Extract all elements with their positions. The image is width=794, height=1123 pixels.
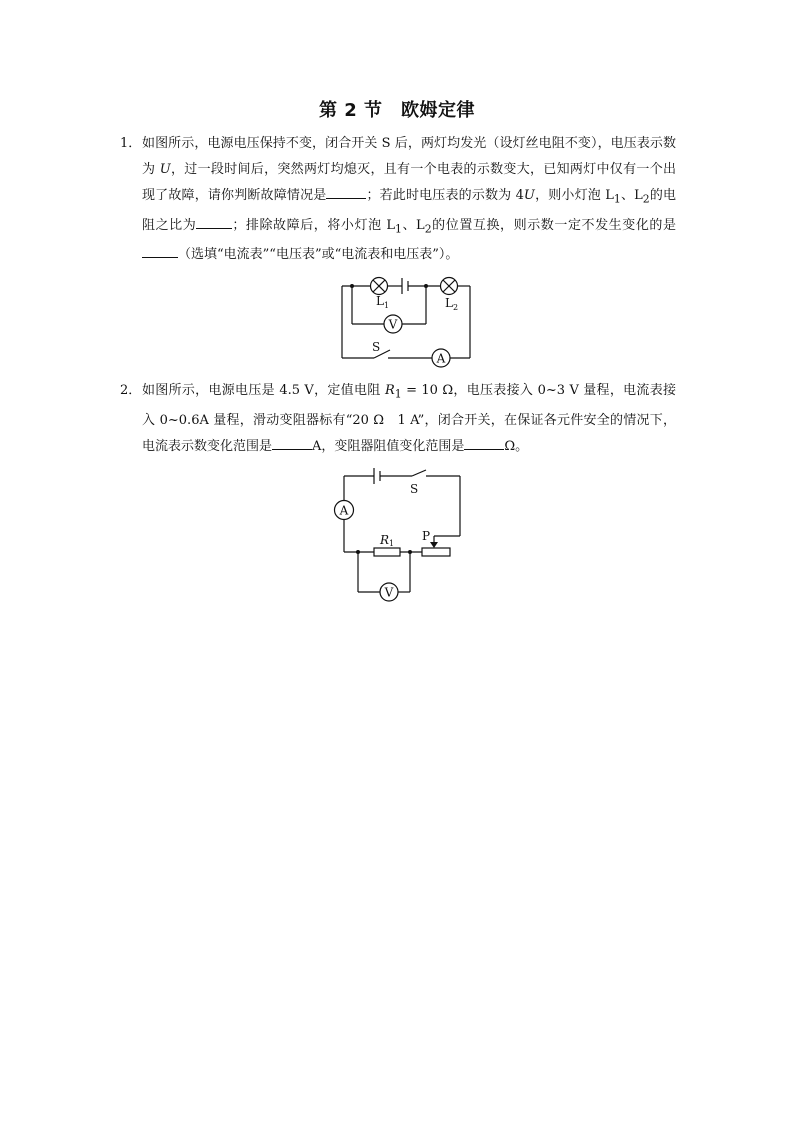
junction-dot	[424, 284, 428, 288]
lamp-l1-label: $L_1$	[376, 294, 390, 310]
question-text: 如图所示，电源电压是 4.5 V，定值电阻 $R_1 = 10$ Ω，电压表接入 0~3 V 量程，电流表接入 0~0.6A 量程，滑动变阻器标有“20 Ω 1 A”，闭合开关，在保证各元件安全的情况下，电流表示数变化范围是 A，变阻器阻值变化范围是 Ω。	[142, 383, 676, 454]
lamp-l2	[441, 278, 458, 295]
lamp-l1	[371, 278, 388, 295]
voltmeter-icon	[384, 315, 402, 333]
lamp-l2-label: $L_2$	[445, 296, 459, 312]
question-text: 如图所示，电源电压保持不变，闭合开关 S 后，两灯均发光（设灯丝电阻不变），电压表示数为 U，过一段时间后，突然两灯均熄灭，且有一个电表的示数变大，已知两灯中仅有一个出现了故障，请你判断故障情况是 ；若此时电压表的示数为 4U，则小灯泡 $L_1$、$L_2$的电阻之比为 ；排除故障后，将小灯泡 $L_1$、$L_2$的位置互换，则示数一定不发生变化的是（选填“电流表”“电压表”或“电流表和电压表”）。	[142, 136, 676, 263]
svg-text:V: V	[388, 317, 398, 332]
question-2	[120, 378, 676, 460]
resistor-label: R1	[380, 533, 395, 548]
ammeter-icon	[335, 501, 354, 520]
voltmeter-icon	[380, 583, 398, 601]
circuit-diagram-1	[334, 272, 480, 368]
page-title: 第 2 节 欧姆定律	[318, 100, 476, 121]
switch-label: S	[372, 340, 381, 354]
answer-blank[interactable]	[326, 184, 366, 199]
answer-blank[interactable]	[272, 435, 312, 450]
resistor-r1	[374, 548, 400, 556]
svg-text:V: V	[384, 585, 394, 600]
ammeter-icon	[432, 349, 450, 367]
junction-dot	[356, 550, 360, 554]
answer-blank[interactable]	[142, 243, 178, 258]
answer-blank[interactable]	[196, 214, 232, 229]
slider-label: P	[422, 529, 431, 543]
junction-dot	[408, 550, 412, 554]
answer-blank[interactable]	[464, 435, 504, 450]
switch-label: S	[410, 482, 419, 496]
svg-text:A: A	[339, 503, 349, 518]
question-1	[120, 131, 676, 268]
svg-text:A: A	[436, 351, 446, 366]
circuit-diagram-2	[330, 466, 470, 606]
question-number: 2．	[120, 383, 142, 398]
junction-dot	[350, 284, 354, 288]
question-number: 1．	[120, 136, 142, 151]
rheostat	[422, 542, 450, 556]
